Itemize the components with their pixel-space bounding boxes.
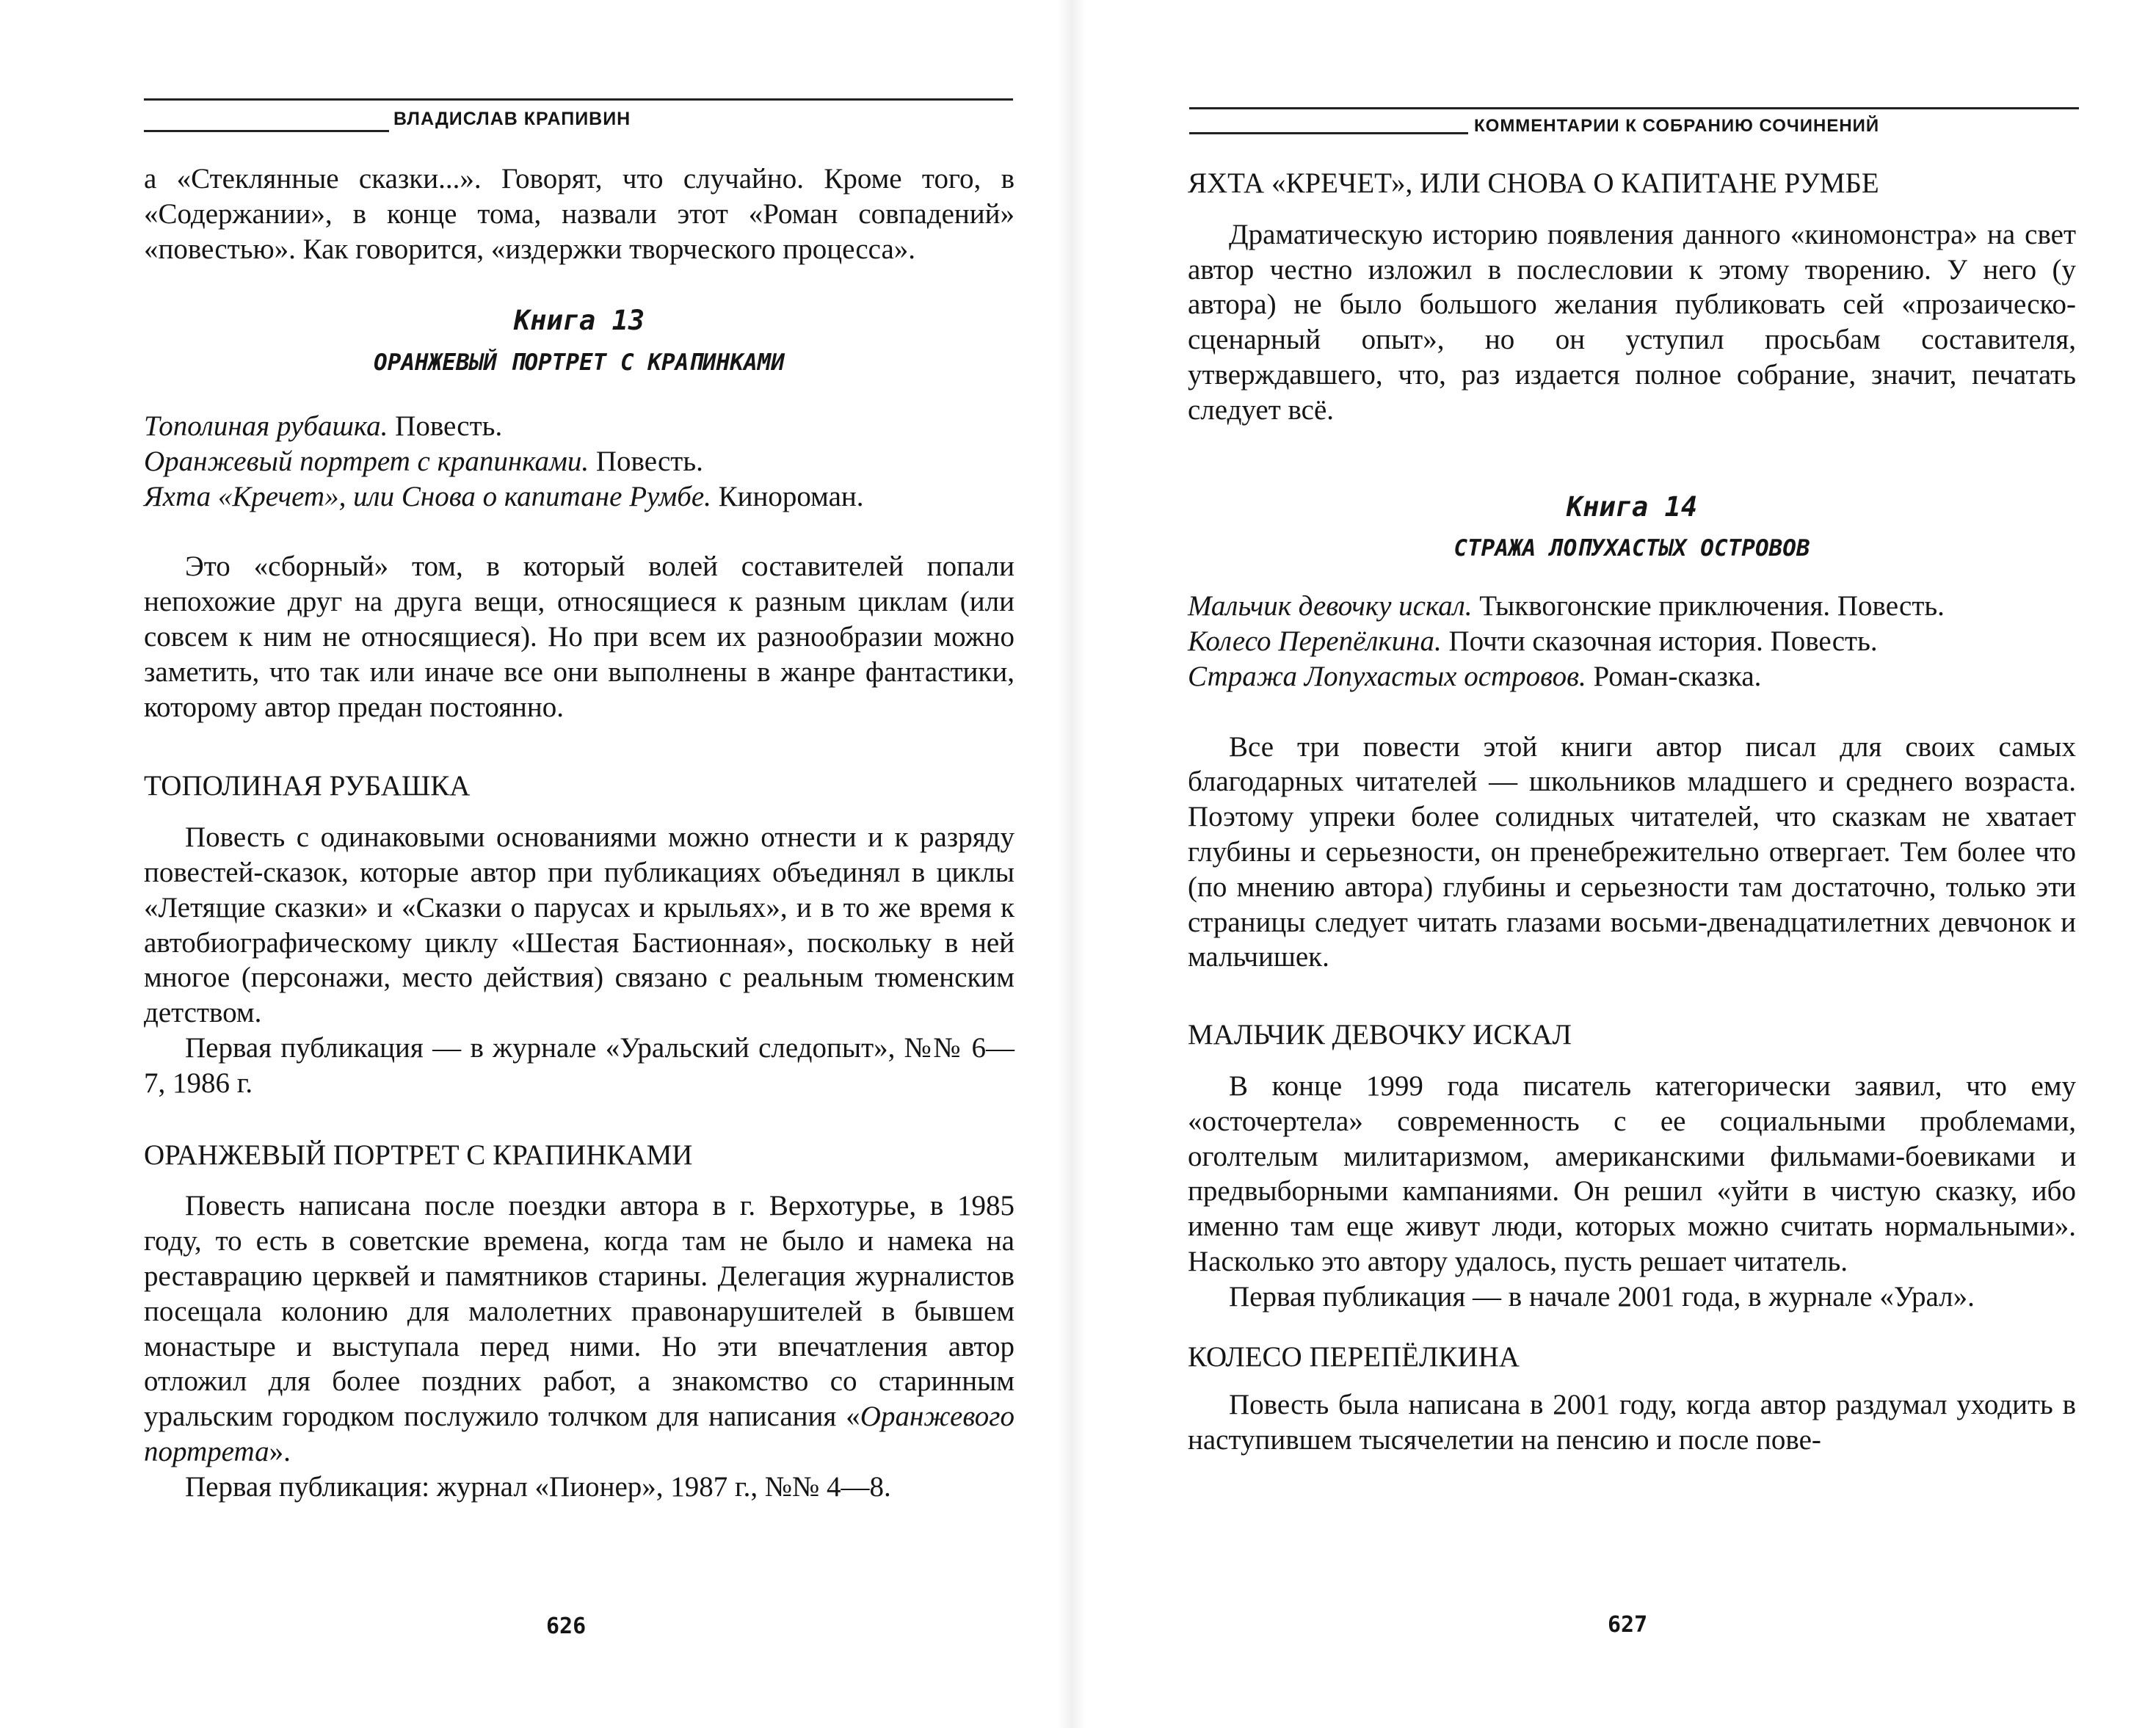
header-rule-top	[144, 98, 1013, 101]
work-title-italic: Оранжевого портрета	[144, 1401, 1015, 1467]
section-paragraph: Повесть с одинаковыми основаниями можно отнести и к разряду повестей-сказок, которые автор при публикациях объединял в циклы «Летящие сказки» и «Сказки о парусах и крыльях», и в то же время к автобиографическому циклу «Шестая Бастионная», поскольку в ней многое (персонажи, место действия) связано с реальным тюменским детством.	[144, 821, 1015, 1029]
contents-item-genre: Тыквогонские приключения. Повесть.	[1472, 590, 1945, 622]
section-paragraph: Повесть была написана в 2001 году, когда автор раздумал уходить в наступившем тысячелетии на пенсию и после пове-	[1188, 1389, 2076, 1456]
book-title: ОРАНЖЕВЫЙ ПОРТРЕТ С КРАПИНКАМИ	[374, 349, 785, 377]
header-rule-lead	[1189, 132, 1468, 134]
book-paragraph: Все три повести этой книги автор писал для своих самых благодарных читателей — школьников младшего и среднего возраста. Поэтому упреки более солидных читателей, что сказкам не хватает глубины и серьезности, он пренебрежительно отвергает. Тем более что (по мнению автора) глубины и серьезности там достаточно, только эти страницы следует читать глазами восьми-двенадцатилетних девчонок и мальчишек.	[1188, 730, 2076, 973]
right-body	[1188, 166, 2076, 1458]
section-title: ЯХТА «КРЕЧЕТ», ИЛИ СНОВА О КАПИТАНЕ РУМБЕ	[1188, 167, 1879, 199]
book-contents	[144, 409, 1015, 514]
first-publication: Первая публикация — в журнале «Уральский следопыт», №№ 6—7, 1986 г.	[144, 1031, 1015, 1099]
section-paragraph: В конце 1999 года писатель категорически заявил, что ему «осточертела» современность с ее социальными проблемами, оголтелым милитаризмом, американскими фильмами-боевиками и предвыборными кампаниями. Он решил «уйти в чистую сказку, ибо именно там еще живут люди, которых можно считать нормальными». Насколько это автору удалось, пусть решает читатель.	[1188, 1070, 2076, 1277]
intro-paragraph: а «Стеклянные сказки...». Говорят, что случайно. Кроме того, в «Содержании», в конце тома, назвали этот «Роман совпадений» «повестью». Как говорится, «издержки творческого процесса».	[144, 163, 1015, 265]
section-title: КОЛЕСО ПЕРЕПЁЛКИНА	[1188, 1340, 1520, 1373]
book-contents	[1188, 589, 2076, 694]
contents-item	[144, 444, 1015, 479]
book-number: Книга 14	[1566, 490, 1698, 523]
contents-item	[1188, 589, 2076, 624]
contents-item-title: Оранжевый портрет с крапинками.	[144, 445, 589, 477]
contents-item-title: Колесо Перепёлкина.	[1188, 625, 1442, 657]
section-title: ТОПОЛИНАЯ РУБАШКА	[144, 770, 471, 802]
left-body	[144, 161, 1015, 1505]
contents-item	[144, 409, 1015, 444]
contents-item-title: Яхта «Кречет», или Снова о капитане Румбе.	[144, 480, 711, 512]
contents-item	[1188, 624, 2076, 659]
contents-item-genre: Роман-сказка.	[1586, 660, 1762, 692]
contents-item-genre: Почти сказочная история. Повесть.	[1441, 625, 1878, 657]
contents-item-title: Тополиная рубашка.	[144, 410, 388, 442]
book-number: Книга 13	[513, 305, 645, 337]
first-publication: Первая публикация: журнал «Пионер», 1987 г., №№ 4—8.	[185, 1470, 891, 1503]
section-paragraph: Драматическую историю появления данного «киномонстра» на свет автор честно изложил в послесловии к этому творению. У него (у автора) не было большого желания публиковать сей «прозаическо-сценарный опыт», но он уступил просьбам составителя, утверждавшего, что, раз издается полное собрание, значит, печатать следует всё.	[1188, 218, 2076, 426]
right-page	[1078, 0, 2156, 1728]
section-title: МАЛЬЧИК ДЕВОЧКУ ИСКАЛ	[1188, 1019, 1572, 1051]
section-title: ОРАНЖЕВЫЙ ПОРТРЕТ С КРАПИНКАМИ	[144, 1139, 693, 1171]
contents-item	[1188, 659, 2076, 694]
contents-item	[144, 479, 1015, 515]
page-number: 627	[1608, 1612, 1648, 1638]
book-title: СТРАЖА ЛОПУХАСТЫХ ОСТРОВОВ	[1453, 535, 1810, 562]
section-paragraph: Повесть написана после поездки автора в г. Верхотурье, в 1985 году, то есть в советские времена, когда там не было и намека на реставрацию церквей и памятников старины. Делегация журналистов посещала колонию для малолетних правонарушителей в бывшем монастыре и выступала перед ними. Но эти впечатления автор отложил для более поздних работ, а знакомство со старинным уральским городком послужило толчком для написания «Оранжевого портрета».	[144, 1190, 1015, 1467]
contents-item-genre: Кинороман.	[711, 480, 864, 512]
contents-item-genre: Повесть.	[589, 445, 703, 477]
contents-item-title: Мальчик девочку искал.	[1188, 590, 1473, 622]
header-rule-top	[1189, 107, 2079, 109]
contents-item-genre: Повесть.	[388, 410, 503, 442]
contents-item-title: Стража Лопухастых островов.	[1188, 660, 1586, 692]
page-number: 626	[546, 1613, 587, 1639]
first-publication: Первая публикация — в начале 2001 года, в журнале «Урал».	[1229, 1280, 1975, 1313]
book-paragraph: Это «сборный» том, в который волей составителей попали непохожие друг на друга вещи, относящиеся к разным циклам (или совсем к ним не относящиеся). Но при всем их разнообразии можно заметить, что так или иначе все они выполнены в жанре фантастики, которому автор предан постоянно.	[144, 551, 1015, 723]
header-rule-lead	[144, 130, 389, 132]
running-head: КОММЕНТАРИИ К СОБРАНИЮ СОЧИНЕНИЙ	[1474, 116, 1880, 136]
running-head: ВЛАДИСЛАВ КРАПИВИН	[393, 109, 631, 129]
